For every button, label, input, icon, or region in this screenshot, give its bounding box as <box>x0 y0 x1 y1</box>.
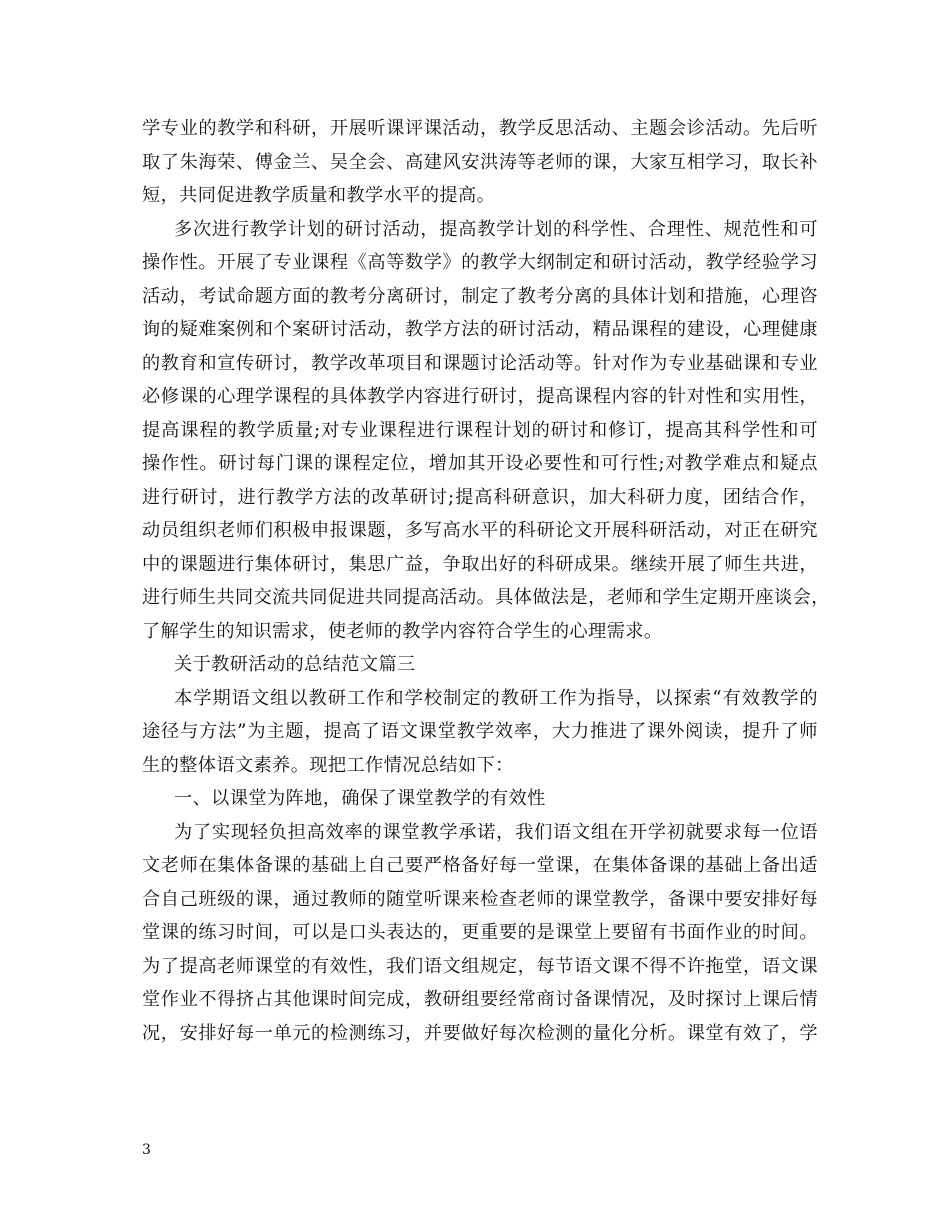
section-subheading: 一、以课堂为阵地，确保了课堂教学的有效性 <box>174 788 546 809</box>
text-line: 短，共同促进教学质量和教学水平的提高。 <box>142 185 496 206</box>
text-line: 了解学生的知识需求，使老师的教学内容符合学生的心理需求。 <box>142 620 663 642</box>
text-line: 中的课题进行集体研讨，集思广益，争取出好的科研成果。继续开展了师生共进， <box>142 553 818 575</box>
text-line: 况，安排好每一单元的检测练习，并要做好每次检测的量化分析。课堂有效了，学 <box>142 1022 818 1044</box>
text-line: 为了提高老师课堂的有效性，我们语文组规定，每节语文课不得不许拖堂，语文课 <box>142 955 818 977</box>
text-line: 文老师在集体备课的基础上自己要严格备好每一堂课，在集体备课的基础上备出适 <box>142 855 818 876</box>
text-line: 提高课程的教学质量;对专业课程进行课程计划的研讨和修订，提高其科学性和可 <box>142 419 818 441</box>
text-line: 进行师生共同交流共同促进共同提高活动。具体做法是，老师和学生定期开座谈会， <box>142 587 830 608</box>
paragraph-first-line: 多次进行教学计划的研讨活动，提高教学计划的科学性、合理性、规范性和可 <box>174 218 818 240</box>
text-line: 操作性。研讨每门课的课程定位，增加其开设必要性和可行性;对教学难点和疑点 <box>142 453 818 474</box>
document-body <box>142 112 830 1050</box>
text-line: 合自己班级的课，通过教师的随堂听课来检查老师的课堂教学，备课中要安排好每 <box>142 888 818 910</box>
text-line: 取了朱海荣、傅金兰、吴全会、高建风安洪涛等老师的课，大家互相学习，取长补 <box>142 151 818 173</box>
text-line: 学专业的教学和科研，开展听课评课活动，教学反思活动、主题会诊活动。先后听 <box>142 118 818 139</box>
paragraph-first-line: 本学期语文组以教研工作和学校制定的教研工作为指导，以探索“有效教学的 <box>174 687 818 709</box>
section-heading: 关于教研活动的总结范文篇三 <box>174 654 416 675</box>
text-line: 堂作业不得挤占其他课时间完成，教研组要经常商讨备课情况，及时探讨上课后情 <box>142 989 818 1010</box>
text-line: 必修课的心理学课程的具体教学内容进行研讨，提高课程内容的针对性和实用性， <box>142 386 818 407</box>
paragraph-first-line: 为了实现轻负担高效率的课堂教学承诺，我们语文组在开学初就要求每一位语 <box>174 821 818 843</box>
text-line: 进行研讨，进行教学方法的改革研讨;提高科研意识，加大科研力度，团结合作， <box>142 486 818 508</box>
text-line: 活动，考试命题方面的教考分离研讨，制定了教考分离的具体计划和措施，心理咨 <box>142 285 818 307</box>
text-line: 操作性。开展了专业课程《高等数学》的教学大纲制定和研讨活动，教学经验学习 <box>142 252 818 273</box>
text-line: 动员组织老师们积极申报课题，多写高水平的科研论文开展科研活动，对正在研究 <box>142 520 818 541</box>
page-number: 3 <box>142 1142 151 1158</box>
text-line: 询的疑难案例和个案研讨活动，教学方法的研讨活动，精品课程的建设，心理健康 <box>142 319 818 340</box>
text-line: 途径与方法”为主题，提高了语文课堂教学效率，大力推进了课外阅读，提升了师 <box>142 721 818 742</box>
text-line: 生的整体语文素养。现把工作情况总结如下： <box>142 754 514 776</box>
text-line: 堂课的练习时间，可以是口头表达的，更重要的是课堂上要留有书面作业的时间。 <box>142 922 818 943</box>
text-line: 的教育和宣传研讨，教学改革项目和课题讨论活动等。针对作为专业基础课和专业 <box>142 352 818 374</box>
